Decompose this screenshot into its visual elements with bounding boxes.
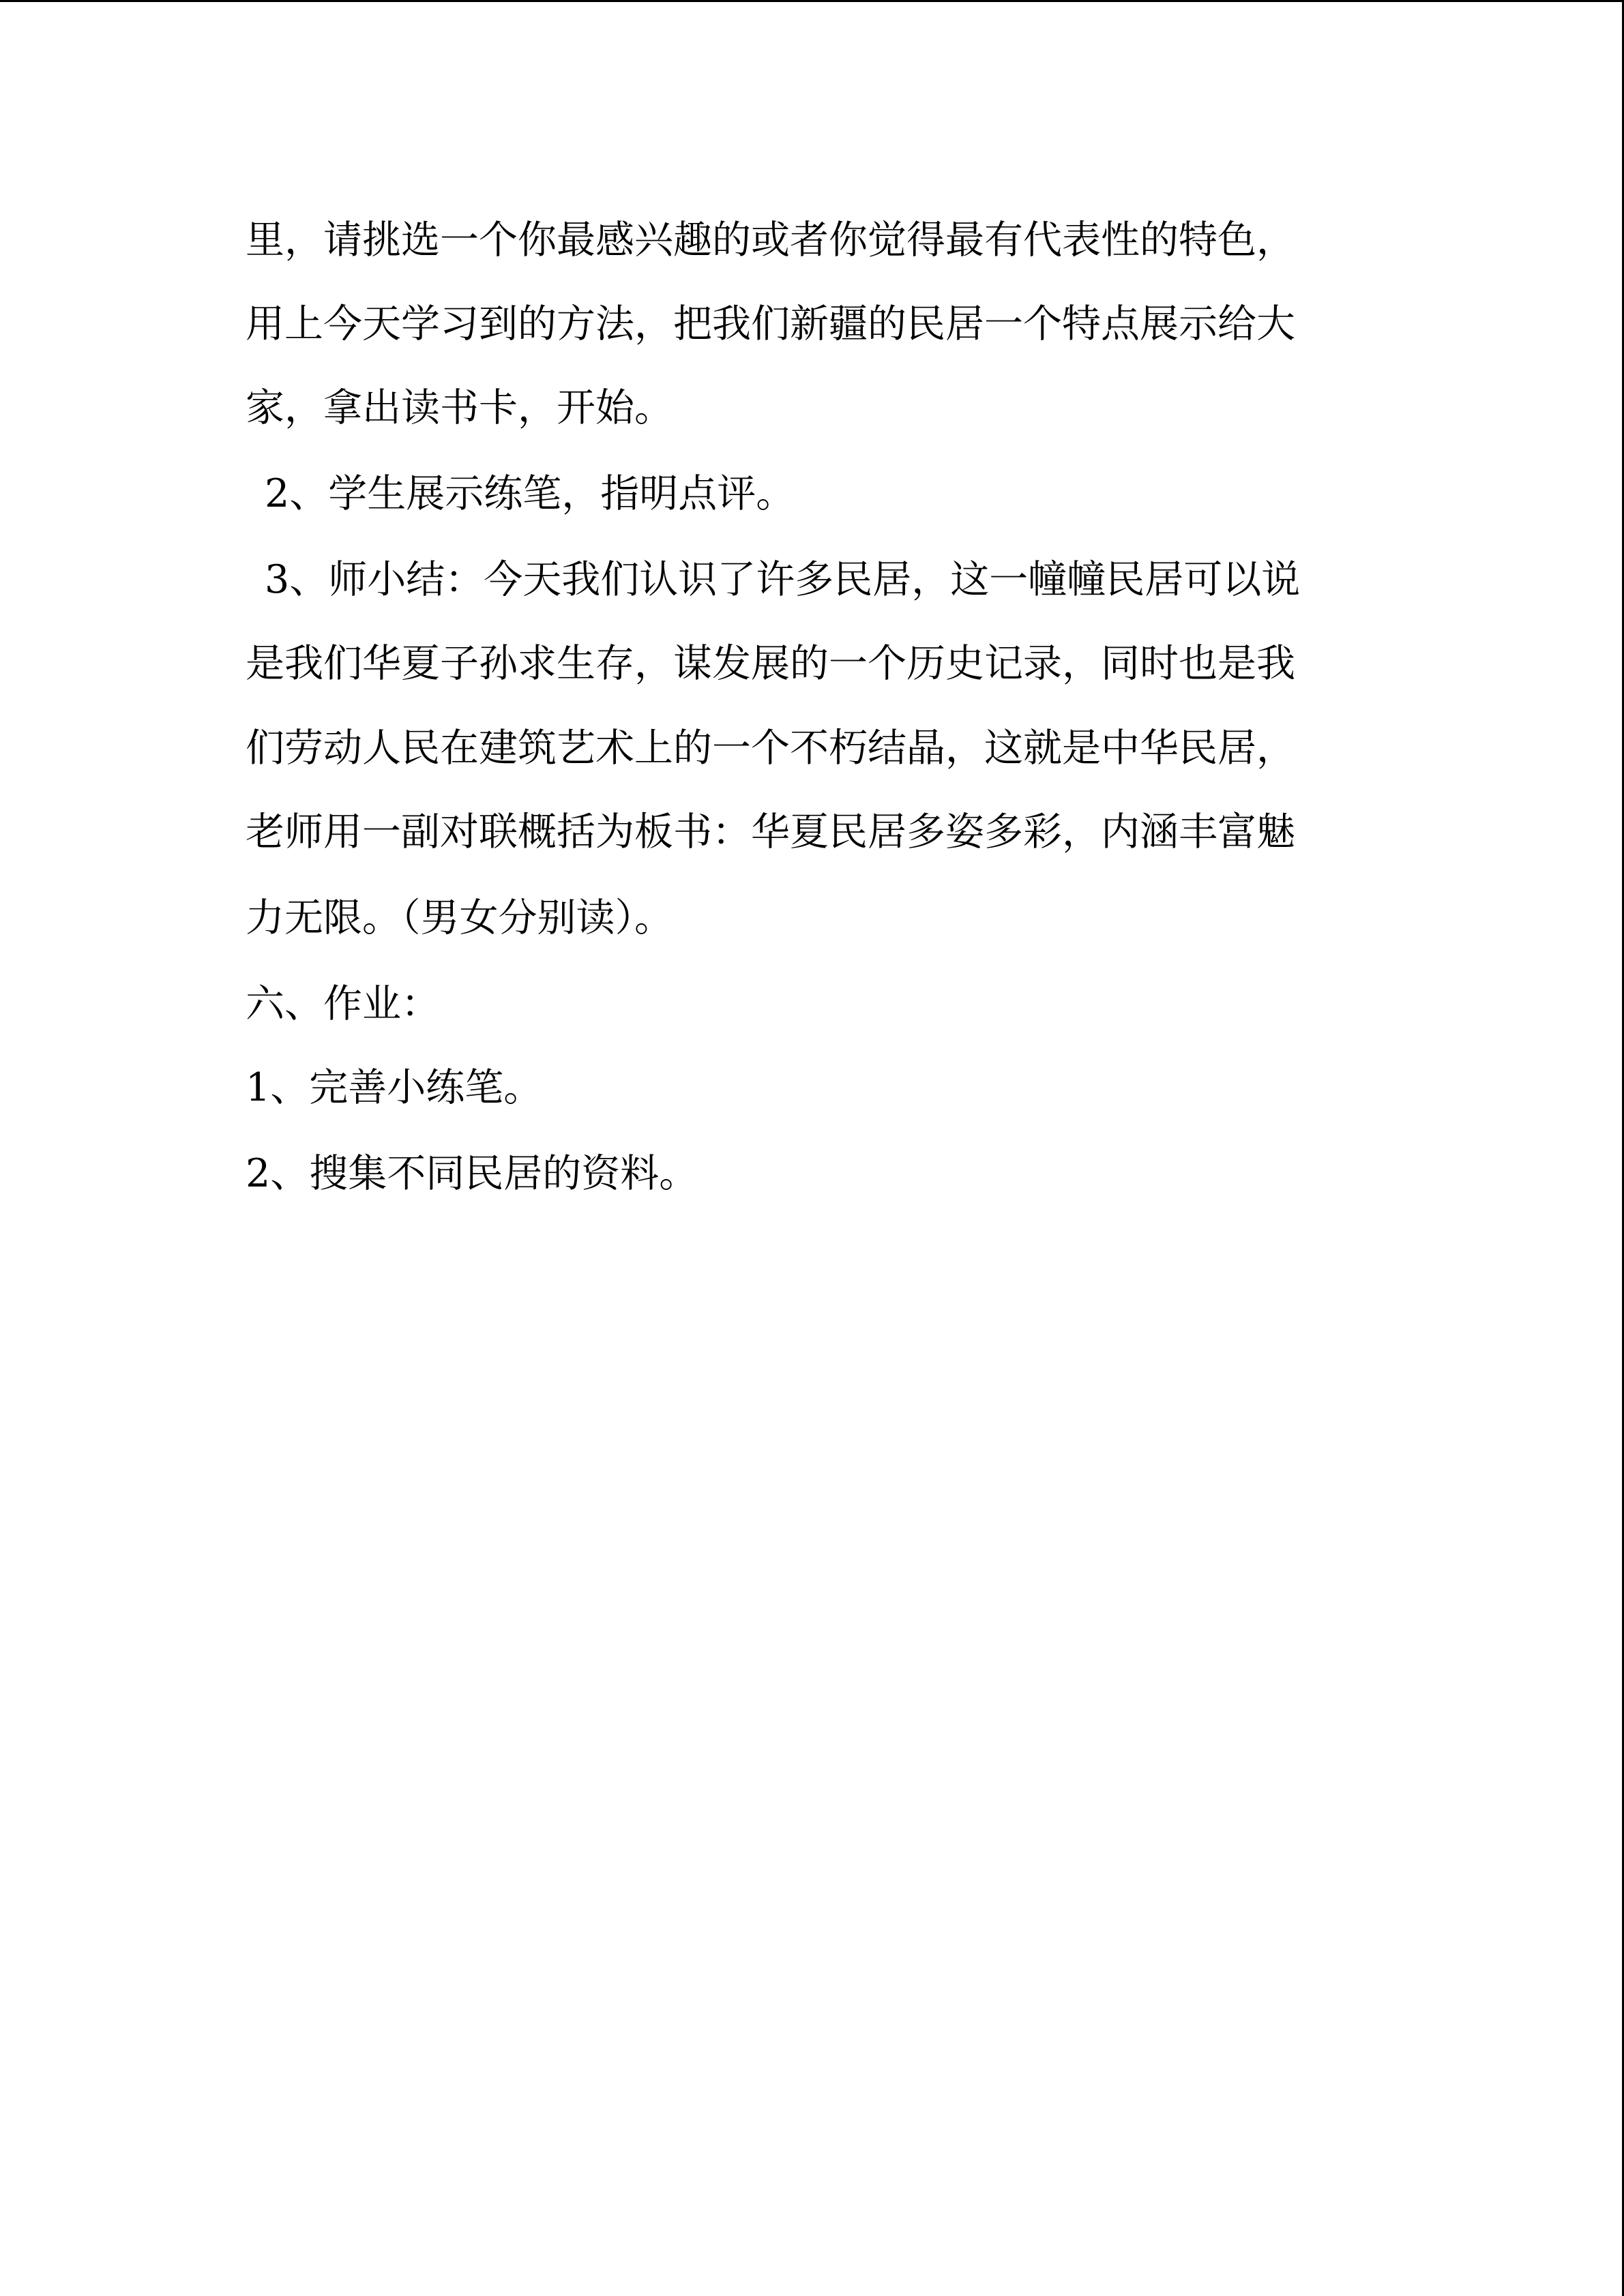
list-item: 2、学生展示练笔，指明点评。 [265,471,795,516]
paragraph-line: 里，请挑选一个你最感兴趣的或者你觉得最有代表性的特色， [246,218,1295,263]
list-item: 3、师小结：今天我们认识了许多民居，这一幢幢民居可以说 [265,557,1301,602]
paragraph-line: 老师用一副对联概括为板书：华夏民居多姿多彩，内涵丰富魅 [246,809,1295,854]
paragraph-line: 家，拿出读书卡，开始。 [246,385,673,430]
paragraph-line: 力无限。（男女分别读）。 [246,895,673,940]
list-item: 2、搜集不同民居的资料。 [246,1151,698,1196]
section-heading: 六、作业： [246,981,440,1026]
paragraph-line: 们劳动人民在建筑艺术上的一个不朽结晶，这就是中华民居， [246,726,1295,771]
paragraph-line: 是我们华夏子孙求生存，谋发展的一个历史记录，同时也是我 [246,641,1295,686]
paragraph-line: 用上今天学习到的方法，把我们新疆的民居一个特点展示给大 [246,301,1295,346]
list-item: 1、完善小练笔。 [246,1065,543,1110]
